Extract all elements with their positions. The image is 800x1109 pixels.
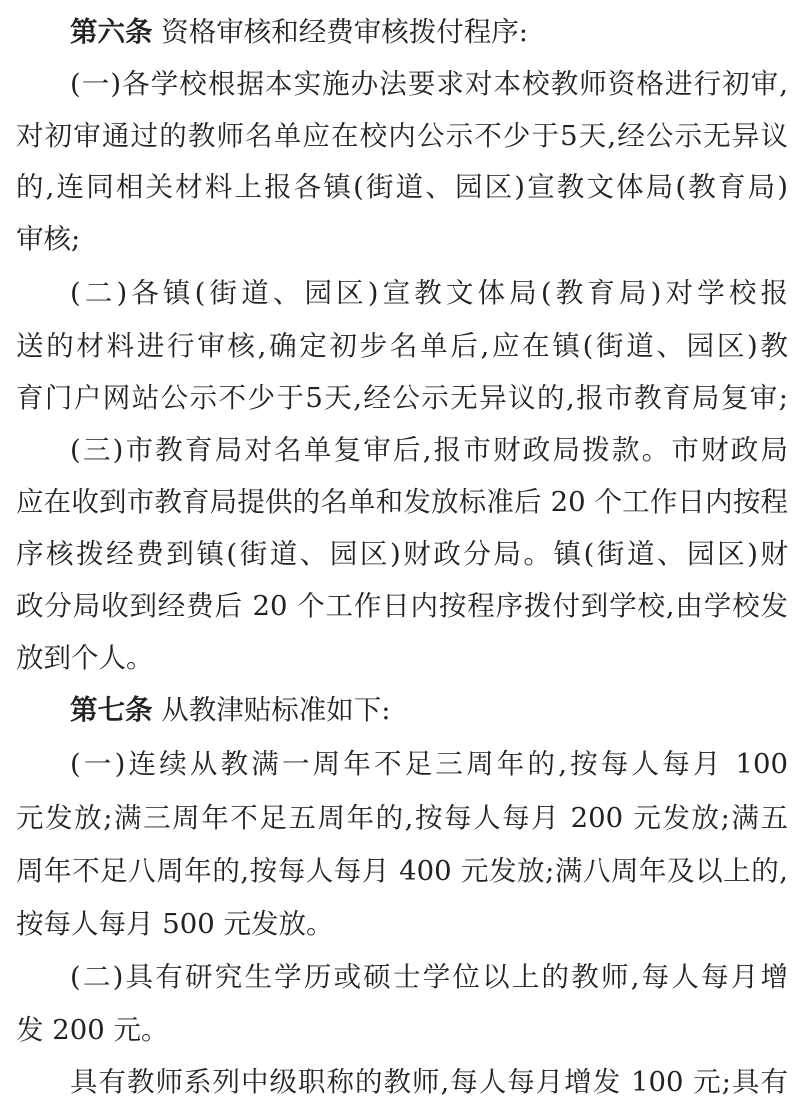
article-7-item-2-line-2: 发 200 元。 [16,1014,169,1046]
article-6-item-1-line-3: 的,连同相关材料上报各镇(街道、园区)宣教文体局(教育局) [16,171,788,203]
article-7-item-1-line-1: (一)连续从教满一周年不足三周年的,按每人每月 100 [70,748,788,780]
article-6-item-3-line-1: (三)市教育局对名单复审后,报市财政局拨款。市财政局 [70,434,788,466]
article-7-number: 第七条 [70,694,153,726]
article-7-item-1-line-2: 元发放;满三周年不足五周年的,按每人每月 200 元发放;满五 [16,802,788,834]
article-7-item-1-line-4: 按每人每月 500 元发放。 [16,908,334,940]
article-7-heading-line [70,684,788,737]
article-7-item-3-line-1: 具有教师系列中级职称的教师,每人每月增发 100 元;具有 [70,1066,788,1098]
article-6-item-3-line-4: 政分局收到经费后 20 个工作日内按程序拨付到学校,由学校发 [16,590,788,622]
article-6-title: 资格审核和经费审核拨付程序: [161,16,529,48]
article-6-item-3-line-2: 应在收到市教育局提供的名单和发放标准后 20 个工作日内按程 [16,486,788,518]
article-7-item-2-line-1: (二)具有研究生学历或硕士学位以上的教师,每人每月增 [70,961,788,993]
article-6-item-1-line-1: (一)各学校根据本实施办法要求对本校教师资格进行初审, [70,68,788,100]
article-6-item-3-line-3: 序核拨经费到镇(街道、园区)财政分局。镇(街道、园区)财 [16,538,788,570]
article-7-item-1-line-3: 周年不足八周年的,按每人每月 400 元发放;满八周年及以上的, [16,855,788,887]
article-6-item-2-line-3: 育门户网站公示不少于5天,经公示无异议的,报市教育局复审; [16,382,788,414]
article-7-title: 从教津贴标准如下: [161,694,391,726]
article-6-item-3-line-5: 放到个人。 [16,642,154,674]
article-6-heading-line [70,6,788,59]
article-6-item-1-line-2: 对初审通过的教师名单应在校内公示不少于5天,经公示无异议 [16,120,788,152]
article-6-number: 第六条 [70,16,153,48]
article-6-item-2-line-2: 送的材料进行审核,确定初步名单后,应在镇(街道、园区)教 [16,330,788,362]
article-6-item-2-line-1: (二)各镇(街道、园区)宣教文体局(教育局)对学校报 [70,277,788,309]
article-6-item-1-line-4: 审核; [16,223,81,255]
